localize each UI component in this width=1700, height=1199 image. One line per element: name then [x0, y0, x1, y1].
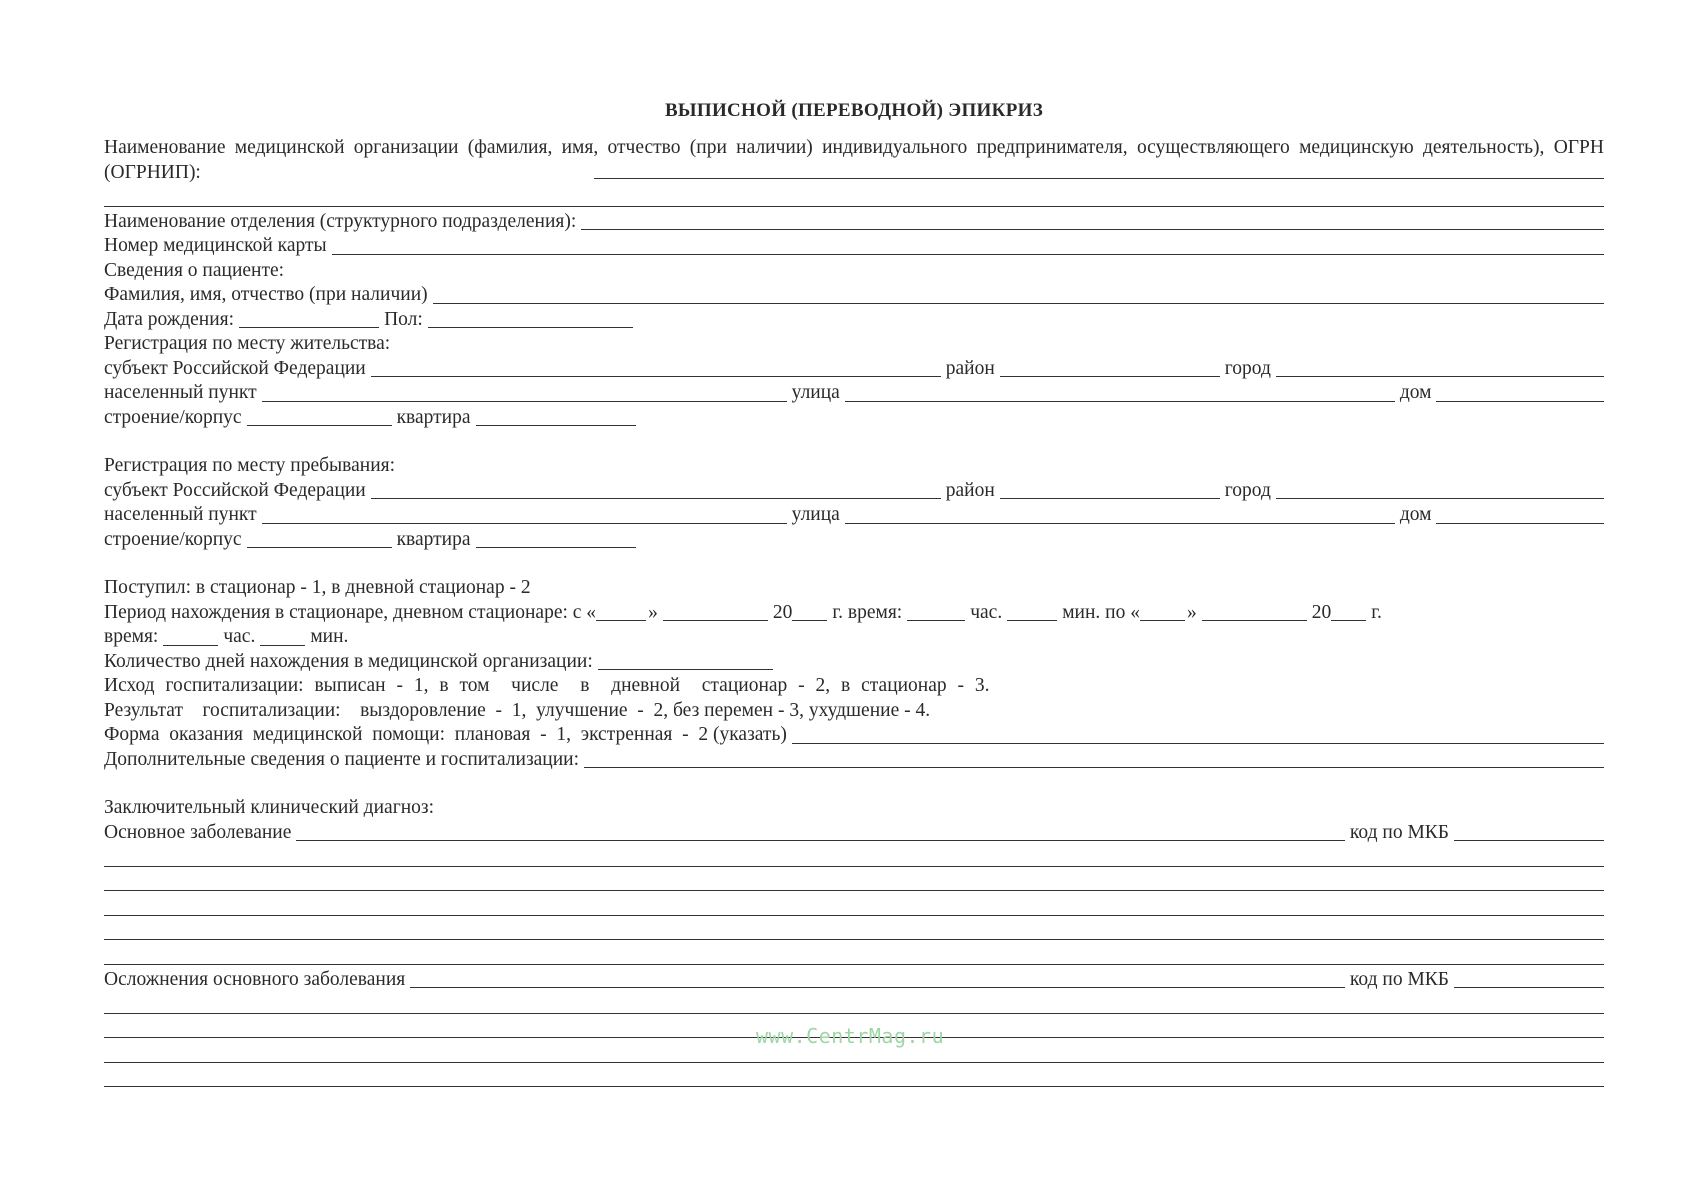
department-row — [104, 210, 1604, 235]
locality-label: населенный пункт — [104, 504, 257, 525]
subject-input[interactable] — [371, 481, 941, 499]
city-label: город — [1224, 357, 1271, 379]
house-label: дом — [1399, 504, 1432, 525]
start-hour-input[interactable] — [907, 603, 965, 621]
card-input[interactable] — [332, 237, 1604, 255]
dob-label: Дата рождения: — [104, 308, 235, 330]
reg-residence-locality-row — [104, 381, 1604, 406]
end-day-input[interactable] — [1140, 603, 1185, 621]
reg-residence-subject-row — [104, 357, 1604, 382]
card-label: Номер медицинской карты — [104, 235, 327, 256]
main-disease-line-3[interactable] — [104, 891, 1604, 916]
subject-input[interactable] — [371, 359, 941, 377]
dob-sex-row — [104, 308, 1604, 333]
additional-row — [104, 748, 1604, 773]
end-hour-input[interactable] — [163, 628, 218, 646]
days-row — [104, 650, 1604, 675]
building-input[interactable] — [247, 408, 392, 426]
icd-label: код по МКБ — [1349, 968, 1449, 990]
apartment-input[interactable] — [476, 408, 636, 426]
card-row — [104, 234, 1604, 259]
reg-stay-subject-row — [104, 479, 1604, 504]
end-year-input[interactable] — [1331, 603, 1366, 621]
apartment-label: квартира — [396, 406, 471, 428]
district-input[interactable] — [1000, 359, 1220, 377]
house-input[interactable] — [1436, 506, 1604, 524]
start-min-input[interactable] — [1007, 603, 1057, 621]
days-input[interactable] — [598, 652, 773, 670]
locality-label: населенный пункт — [104, 382, 257, 403]
street-input[interactable] — [845, 506, 1395, 524]
subject-label: субъект Российской Федерации — [104, 479, 366, 501]
main-disease-line-1[interactable] — [104, 842, 1604, 867]
diagnosis-header: Заключительный клинический диагноз: — [104, 797, 434, 818]
building-label: строение/корпус — [104, 528, 242, 550]
form-title: ВЫПИСНОЙ (ПЕРЕВОДНОЙ) ЭПИКРИЗ — [664, 100, 1044, 121]
icd-label: код по МКБ — [1349, 821, 1449, 843]
house-label: дом — [1399, 382, 1432, 403]
reg-stay-building-row — [104, 528, 1604, 553]
period-row: Период нахождения в стационаре, дневном стационаре: с « » 20 г. время: час. мин. по « » 20 г. — [104, 601, 1382, 623]
department-input[interactable] — [581, 212, 1604, 230]
result-row: Результат госпитализации: выздоровление - 1, улучшение - 2, без перемен - 3, ухудшение - 4. — [104, 699, 931, 721]
reg-stay-locality-row — [104, 503, 1604, 528]
city-input[interactable] — [1276, 359, 1604, 377]
end-month-input[interactable] — [1202, 603, 1307, 621]
subject-label: субъект Российской Федерации — [104, 357, 366, 379]
main-disease-line-5[interactable] — [104, 940, 1604, 965]
additional-input[interactable] — [584, 750, 1604, 768]
start-year-input[interactable] — [792, 603, 827, 621]
additional-label: Дополнительные сведения о пациенте и госпитализации: — [104, 748, 580, 770]
watermark: www.CentrMag.ru — [756, 1024, 945, 1048]
dob-input[interactable] — [239, 310, 379, 328]
org-input-line-2[interactable] — [104, 182, 1604, 207]
department-label: Наименование отделения (структурного подразделения): — [104, 210, 577, 232]
complications-line-4[interactable] — [104, 1063, 1604, 1088]
house-input[interactable] — [1436, 384, 1604, 402]
outcome-row: Исход госпитализации: выписан - 1, в том числе в дневной стационар - 2, в стационар - 3. — [104, 675, 990, 696]
org-input-line-1[interactable] — [594, 178, 1604, 179]
fio-row — [104, 283, 1604, 308]
locality-input[interactable] — [262, 384, 787, 402]
main-disease-line-2[interactable] — [104, 867, 1604, 892]
street-label: улица — [791, 382, 840, 403]
building-label: строение/корпус — [104, 406, 242, 428]
complications-icd-input[interactable] — [1454, 970, 1604, 988]
apartment-label: квартира — [396, 528, 471, 550]
start-month-input[interactable] — [663, 603, 768, 621]
days-label: Количество дней нахождения в медицинской организации: — [104, 650, 593, 672]
district-label: район — [945, 357, 995, 379]
start-day-input[interactable] — [596, 603, 646, 621]
sex-label: Пол: — [384, 308, 423, 330]
reg-stay-header: Регистрация по месту пребывания: — [104, 455, 396, 476]
admitted-row: Поступил: в стационар - 1, в дневной стационар - 2 — [104, 577, 531, 598]
end-min-input[interactable] — [260, 628, 305, 646]
district-label: район — [945, 479, 995, 501]
fio-label: Фамилия, имя, отчество (при наличии) — [104, 284, 428, 305]
city-input[interactable] — [1276, 481, 1604, 499]
fio-input[interactable] — [433, 286, 1604, 304]
street-label: улица — [791, 504, 840, 525]
form-row — [104, 723, 1604, 748]
main-disease-label: Основное заболевание — [104, 821, 292, 843]
locality-input[interactable] — [262, 506, 787, 524]
main-disease-input[interactable] — [296, 823, 1345, 841]
complications-line-1[interactable] — [104, 989, 1604, 1014]
main-disease-line-4[interactable] — [104, 916, 1604, 941]
apartment-input[interactable] — [476, 530, 636, 548]
complications-input[interactable] — [410, 970, 1345, 988]
reg-residence-building-row — [104, 406, 1604, 431]
complications-label: Осложнения основного заболевания — [104, 968, 406, 990]
reg-residence-header: Регистрация по месту жительства: — [104, 333, 391, 354]
building-input[interactable] — [247, 530, 392, 548]
period-row-2: время: час. мин. — [104, 626, 349, 647]
form-label: Форма оказания медицинской помощи: плановая - 1, экстренная - 2 (указать) — [104, 724, 787, 745]
discharge-summary-form — [104, 96, 1604, 1090]
main-disease-icd-input[interactable] — [1454, 823, 1604, 841]
sex-input[interactable] — [428, 310, 633, 328]
city-label: город — [1224, 479, 1271, 501]
district-input[interactable] — [1000, 481, 1220, 499]
street-input[interactable] — [845, 384, 1395, 402]
patient-header: Сведения о пациенте: — [104, 259, 285, 281]
form-input[interactable] — [792, 726, 1604, 744]
org-label: Наименование медицинской организации (фамилия, имя, отчество (при наличии) индивидуального предпринимателя, осуществляющего медицинскую деятельность), ОГРН (ОГРНИП): — [104, 137, 1604, 183]
